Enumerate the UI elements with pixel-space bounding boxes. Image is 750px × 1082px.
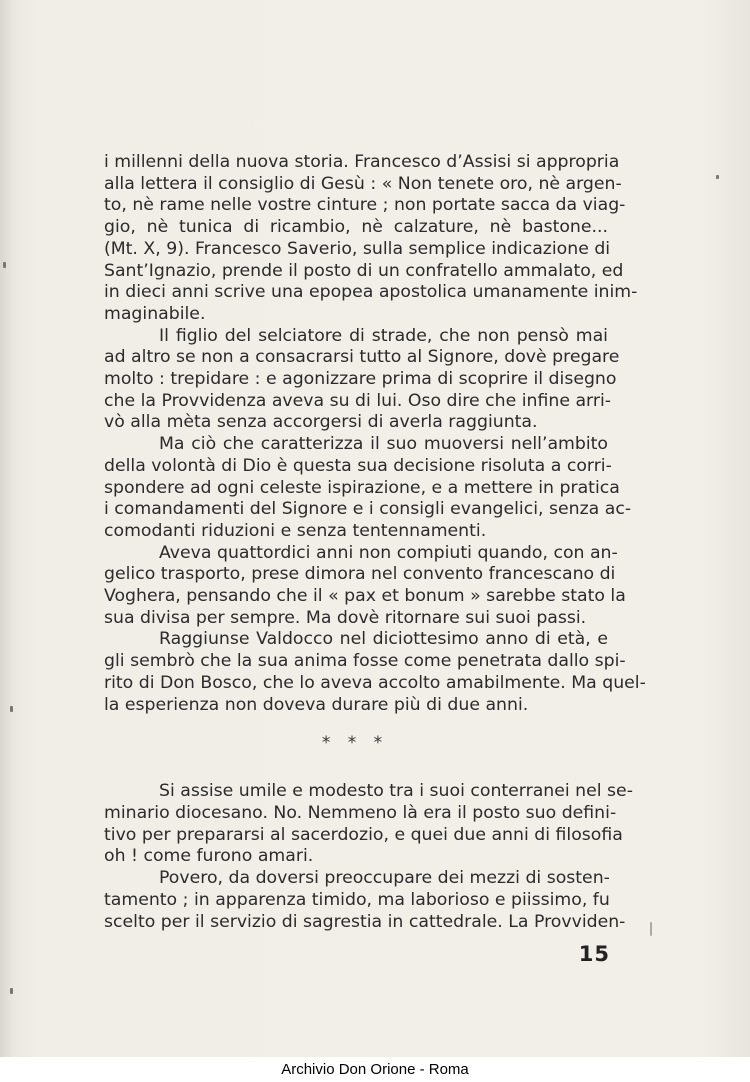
blank-line: [104, 760, 608, 782]
text-line: gio, nè tunica di ricambio, nè calzature, nè bastone...: [104, 217, 608, 238]
scan-speck: [10, 706, 13, 712]
scan-speck: [716, 175, 719, 179]
text-line: alla lettera il consiglio di Gesù : « Non tenete oro, nè argen-: [104, 173, 622, 194]
text-line: scelto per il servizio di sagrestia in cattedrale. La Provviden-: [104, 911, 626, 932]
text-line: to, nè rame nelle vostre cinture ; non portate sacca da viag-: [104, 195, 626, 216]
body-text: [104, 152, 646, 933]
text-line: minario diocesano. No. Nemmeno là era il posto suo defini-: [104, 803, 617, 824]
archive-footer: [0, 1057, 750, 1082]
text-line: sua divisa per sempre. Ma dovè ritornare sui suoi passi.: [104, 607, 587, 628]
text-line: (Mt. X, 9). Francesco Saverio, sulla semplice indicazione di: [104, 238, 611, 259]
text-line: i comandamenti del Signore e i consigli evangelici, senza ac-: [104, 499, 632, 520]
page-number: 15: [578, 942, 610, 966]
text-line: Ma ciò che caratterizza il suo muoversi nell’ambito: [159, 434, 608, 455]
text-line: Povero, da doversi preoccupare dei mezzi di sosten-: [159, 868, 610, 889]
text-line: Sant’Ignazio, prende il posto di un confratello ammalato, ed: [104, 260, 624, 281]
text-line: spondere ad ogni celeste ispirazione, e a mettere in pratica: [104, 477, 620, 498]
text-line: in dieci anni scrive una epopea apostolica umanamente inim-: [104, 282, 638, 303]
text-line: della volontà di Dio è questa sua decisione risoluta a corri-: [104, 455, 612, 476]
text-line: tivo per prepararsi al sacerdozio, e quei due anni di filosofia: [104, 824, 623, 845]
text-line: molto : trepidare : e agonizzare prima di scoprire il disegno: [104, 369, 617, 390]
text-line: Il figlio del selciatore di strade, che non pensò mai: [159, 325, 608, 346]
text-line: comodanti riduzioni e senza tentennamenti.: [104, 520, 487, 541]
text-line: ad altro se non a consacrarsi tutto al Signore, dovè pregare: [104, 347, 620, 368]
text-line: gelico trasporto, prese dimora nel convento francescano di: [104, 564, 616, 585]
footer-text: Archivio Don Orione - Roma: [281, 1061, 469, 1078]
text-line: che la Provvidenza aveva su di lui. Oso dire che infine arri-: [104, 390, 611, 411]
text-line: vò alla mèta senza accorgersi di averla raggiunta.: [104, 412, 538, 433]
text-line: Si assise umile e modesto tra i suoi conterranei nel se-: [159, 781, 633, 802]
text-line: maginabile.: [104, 303, 206, 324]
text-line: rito di Don Bosco, che lo aveva accolto amabilmente. Ma quel-: [104, 672, 646, 693]
text-line: Raggiunse Valdocco nel diciottesimo anno di età, e: [159, 629, 608, 650]
section-separator: * * *: [321, 733, 389, 753]
text-line: Aveva quattordici anni non compiuti quando, con an-: [159, 542, 618, 563]
scan-speck: [650, 922, 652, 936]
text-line: tamento ; in apparenza timido, ma laborioso e piissimo, fu: [104, 889, 610, 910]
text-line: i millenni della nuova storia. Francesco d’Assisi si appropria: [104, 152, 620, 172]
text-line: Voghera, pensando che il « pax et bonum » sarebbe stato la: [104, 586, 626, 607]
text-line: gli sembrò che la sua anima fosse come penetrata dallo spi-: [104, 651, 626, 672]
text-line: la esperienza non doveva durare più di due anni.: [104, 694, 529, 715]
text-line: oh ! come furono amari.: [104, 846, 314, 867]
scan-speck: [10, 988, 13, 994]
scan-speck: [3, 262, 6, 268]
